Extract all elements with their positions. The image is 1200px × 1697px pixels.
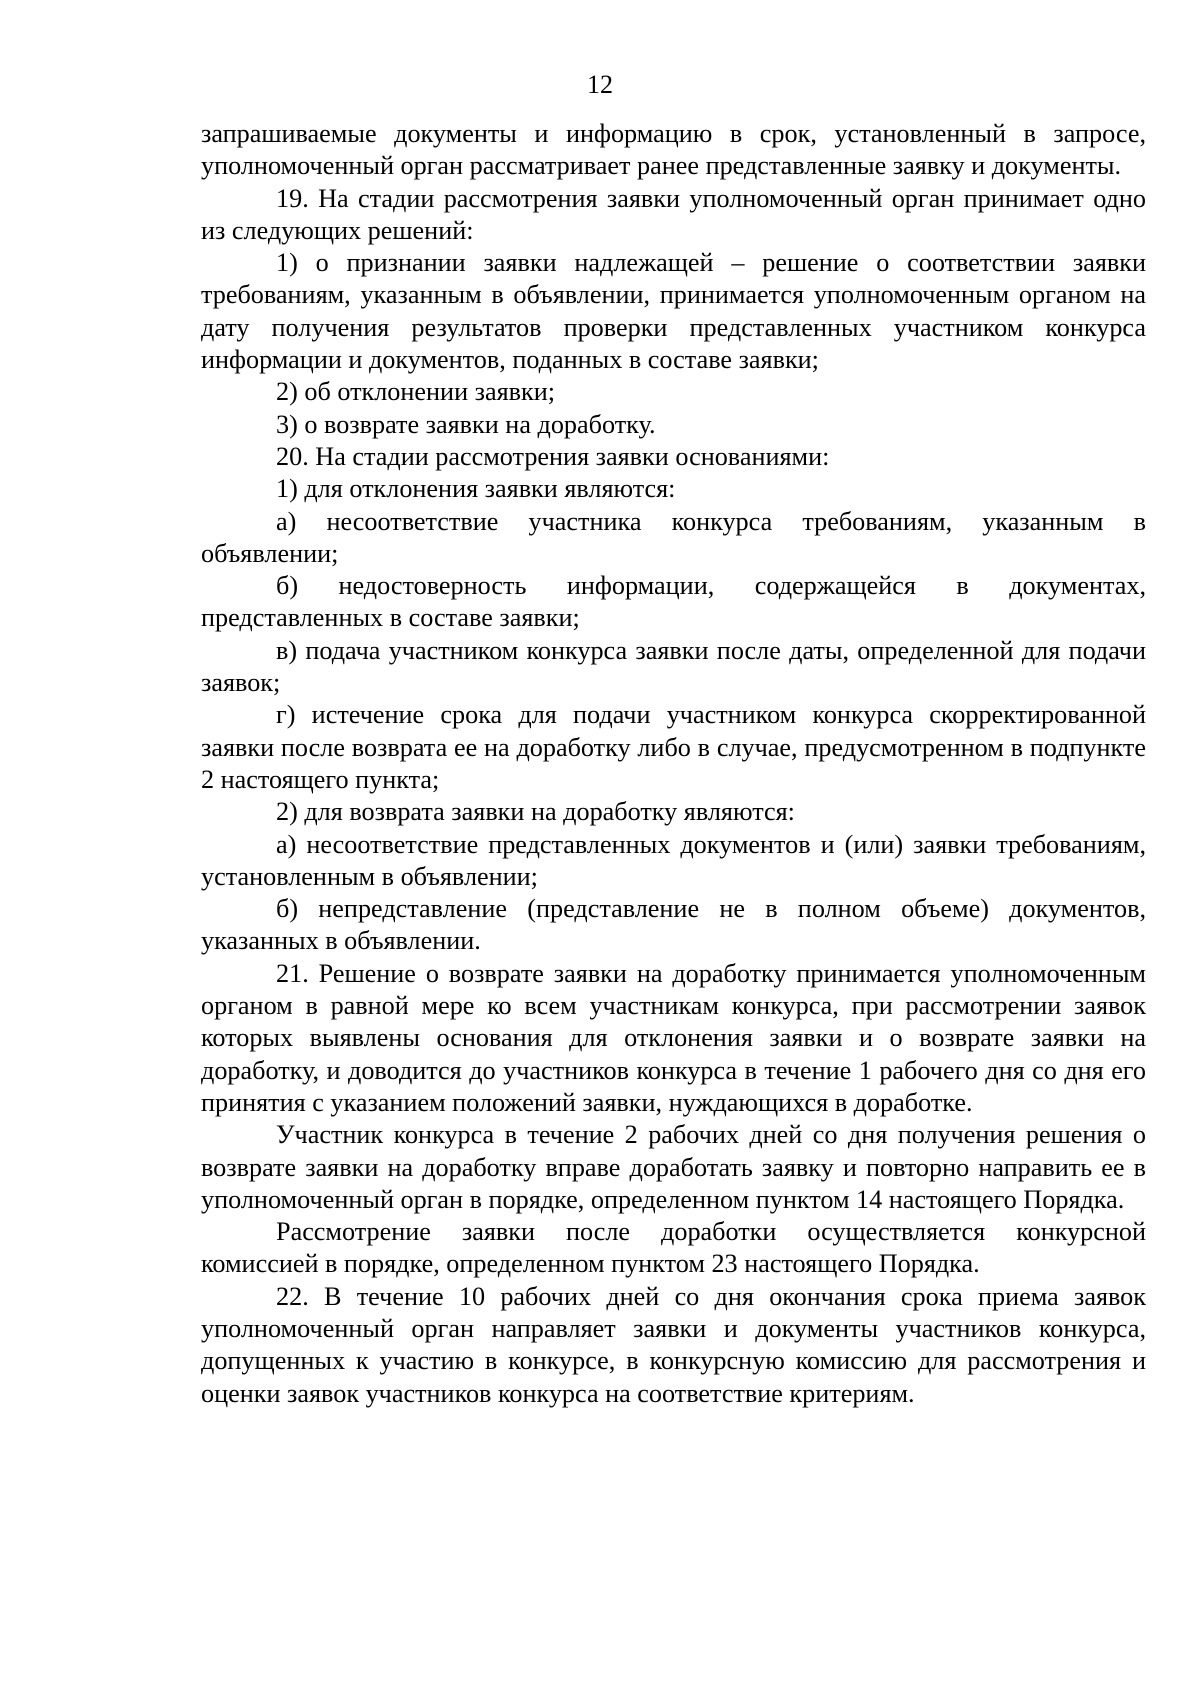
paragraph-22: 22. В течение 10 рабочих дней со дня окончания срока приема заявок уполномоченный орган направляет заявки и документы участников конкурса, допущенных к участию в конкурсе, в конкурсную комиссию для рассмотрения и оценки заявок участников конкурса на соответствие критериям.	[201, 1281, 1146, 1408]
page-number: 12	[587, 70, 613, 99]
paragraph-20: 20. На стадии рассмотрения заявки основаниями:	[276, 441, 830, 471]
paragraph-21-review: Рассмотрение заявки после доработки осуществляется конкурсной комиссией в порядке, определенном пунктом 23 настоящего Порядка.	[201, 1217, 1146, 1279]
paragraph-20-1-v: в) подача участником конкурса заявки после даты, определенной для подачи заявок;	[201, 635, 1146, 698]
paragraph-19-3: 3) о возврате заявки на доработку.	[276, 409, 656, 439]
paragraph-20-1-b: б) недостоверность информации, содержащейся в документах, представленных в составе заявки;	[201, 571, 1146, 633]
paragraph-20-1-a: а) несоответствие участника конкурса требованиям, указанным в объявлении;	[201, 506, 1146, 568]
paragraph-continuation: запрашиваемые документы и информацию в срок, установленный в запросе, уполномоченный орган рассматривает ранее представленные заявку и документы.	[201, 119, 1146, 181]
paragraph-19: 19. На стадии рассмотрения заявки уполномоченный орган принимает одно из следующих решений:	[201, 183, 1146, 245]
paragraph-21: 21. Решение о возврате заявки на доработку принимается уполномоченным органом в равной мере ко всем участникам конкурса, при рассмотрении заявок которых выявлены основания для отклонения заявки и о возврате заявки на доработку, и доводится до участников конкурса в течение 1 рабочего дня со дня его принятия с указанием положений заявки, нуждающихся в доработке.	[201, 958, 1146, 1117]
paragraph-20-2-b: б) непредставление (представление не в полном объеме) документов, указанных в объявлении.	[201, 894, 1146, 956]
paragraph-21-participant: Участник конкурса в течение 2 рабочих дней со дня получения решения о возврате заявки на доработку вправе доработать заявку и повторно направить ее в уполномоченный орган в порядке, определенном пунктом 14 настоящего Порядка.	[201, 1120, 1146, 1214]
paragraph-20-2-a: а) несоответствие представленных документов и (или) заявки требованиям, установленным в объявлении;	[201, 829, 1146, 891]
paragraph-20-1-g: г) истечение срока для подачи участником конкурса скорректированной заявки после возврата ее на доработку либо в случае, предусмотренном в подпункте 2 настоящего пункта;	[201, 700, 1146, 794]
paragraph-19-2: 2) об отклонении заявки;	[276, 377, 556, 407]
paragraph-19-1: 1) о признании заявки надлежащей – решение о соответствии заявки требованиям, указанным в объявлении, принимается уполномоченным органом на дату получения результатов проверки представленных участником конкурса информации и документов, поданных в составе заявки;	[201, 248, 1146, 375]
paragraph-20-1: 1) для отклонения заявки являются:	[276, 474, 676, 504]
document-body	[201, 118, 1146, 1410]
paragraph-20-2: 2) для возврата заявки на доработку являются:	[276, 797, 795, 827]
